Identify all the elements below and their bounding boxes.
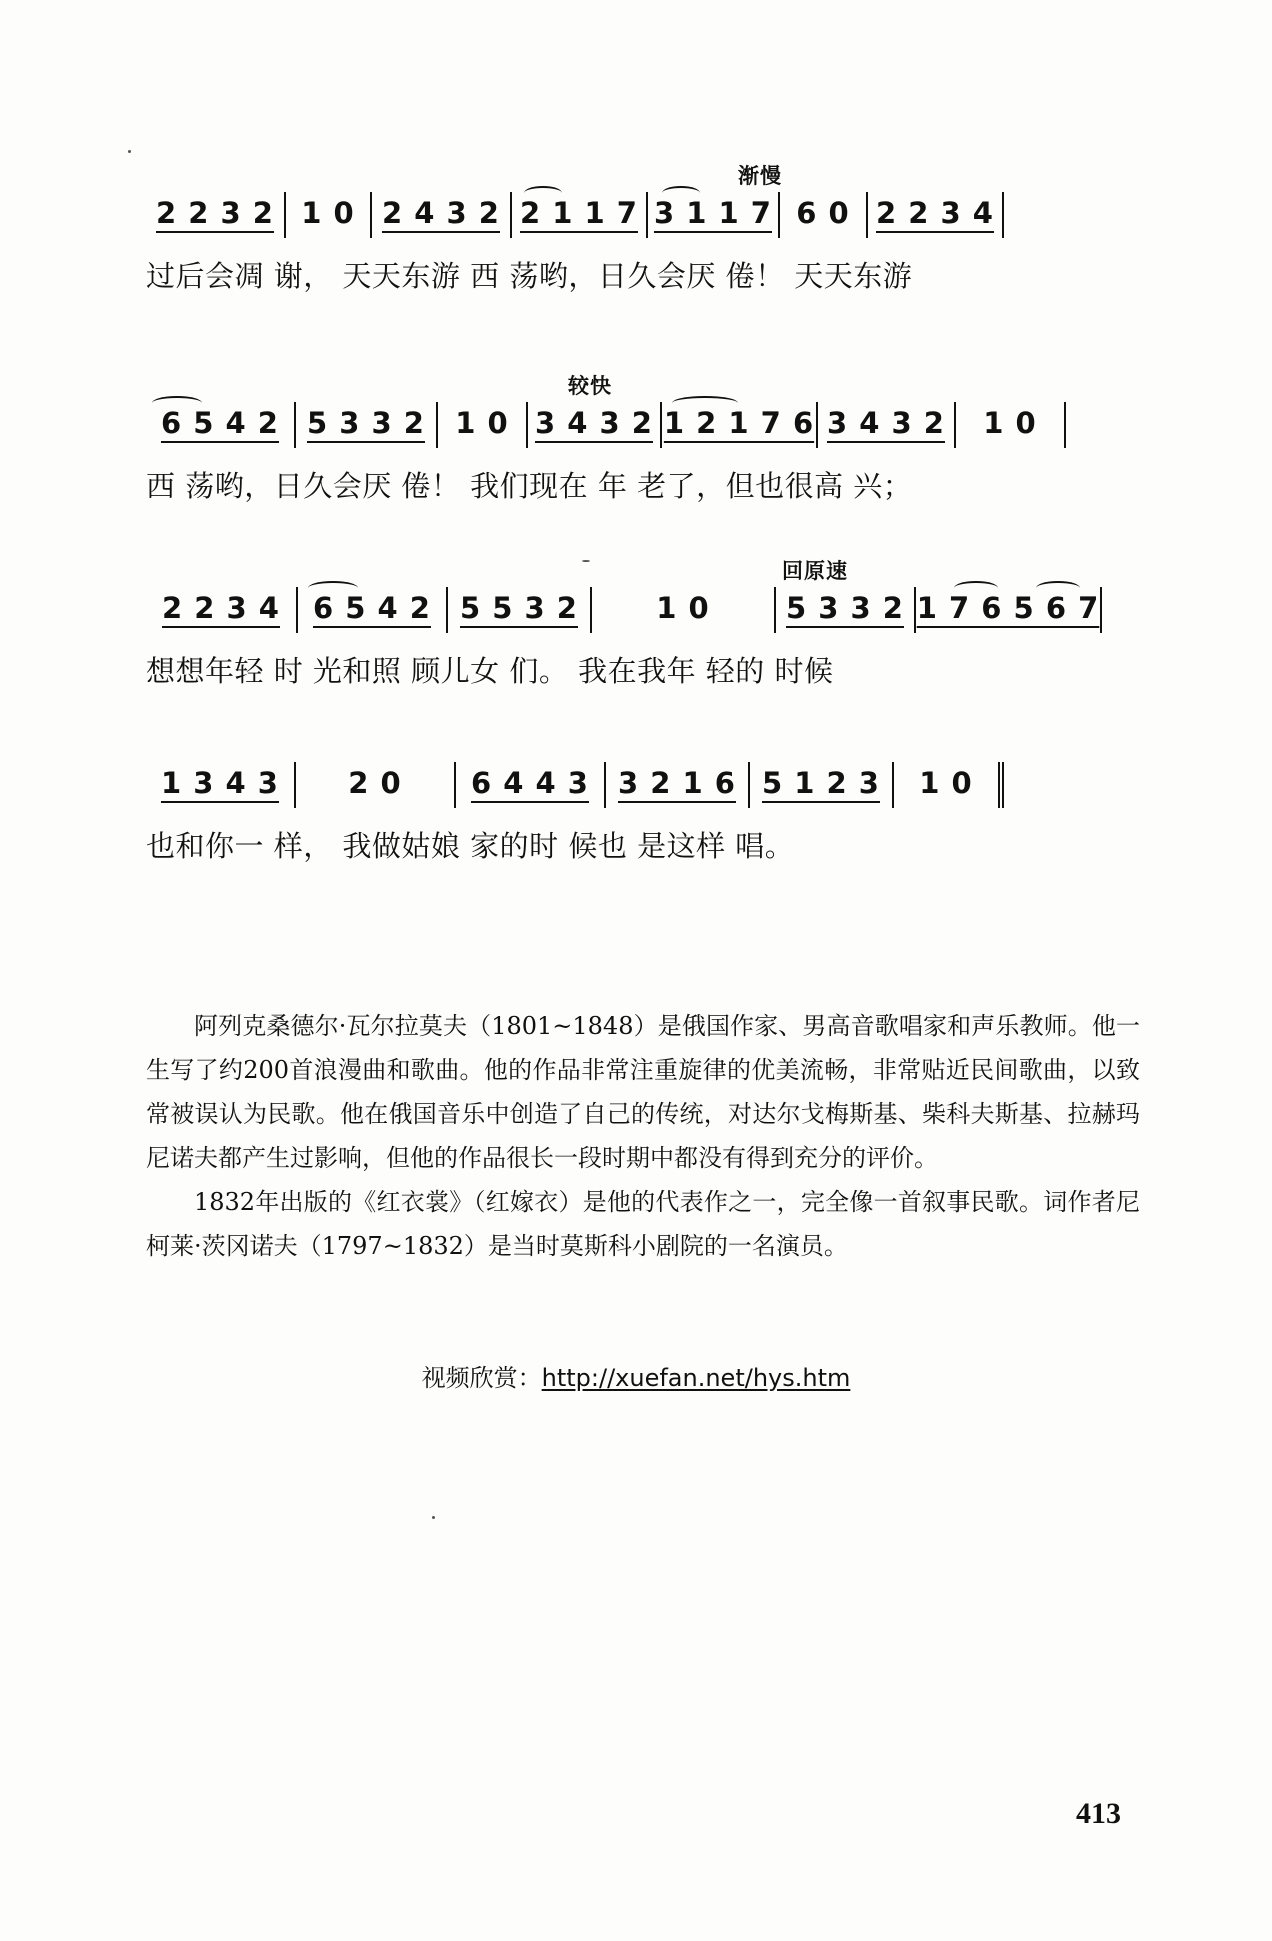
video-url-link[interactable]: http://xuefan.net/hys.htm [541, 1364, 851, 1392]
notation-row [146, 587, 1140, 637]
slur [954, 581, 998, 595]
slur [152, 396, 202, 410]
slur [672, 396, 738, 410]
measure: 1 0 [894, 762, 1004, 808]
slur [1036, 581, 1080, 595]
scan-speck [432, 1516, 435, 1519]
measure: 1 7 6 5 6 7 [916, 587, 1102, 633]
measure: 1 2 1 7 6 [662, 402, 818, 448]
page-number: 413 [1076, 1797, 1121, 1830]
notation-row [146, 192, 1140, 242]
measure: 5 3 3 2 [296, 402, 438, 448]
video-label: 视频欣赏： [421, 1364, 542, 1392]
measure: 2 0 [296, 762, 456, 808]
measure: 2 2 3 4 [146, 587, 298, 633]
slur [662, 186, 700, 200]
paragraph: 阿列克桑德尔·瓦尔拉莫夫（1801~1848）是俄国作家、男高音歌唱家和声乐教师。他一生写了约200首浪漫曲和歌曲。他的作品非常注重旋律的优美流畅，非常贴近民间歌曲，以致常被误认为民歌。他在俄国音乐中创造了自己的传统，对达尔戈梅斯基、柴科夫斯基、拉赫玛尼诺夫都产生过影响，但他的作品很长一段时期中都没有得到充分的评价。 [146, 1012, 1140, 1172]
score-system-4 [146, 730, 1140, 863]
measure: 5 5 3 2 [448, 587, 592, 633]
score-system-3 [146, 555, 1140, 688]
notation-row [146, 762, 1140, 812]
measure: 6 5 4 2 [146, 402, 296, 448]
measure: 2 4 3 2 [372, 192, 512, 238]
measure: 5 3 3 2 [776, 587, 916, 633]
slur [308, 581, 358, 595]
video-link-line [0, 1358, 1272, 1393]
lyrics-line: 也和你一 样， 我做姑娘 家的时 候也 是这样 唱。 [146, 829, 795, 863]
measure: 6 4 4 3 [456, 762, 606, 808]
measure: 6 0 [780, 192, 868, 238]
lyrics-line: 西 荡哟，日久会厌 倦！ 我们现在 年 老了，但也很高 兴； [146, 469, 913, 503]
scan-speck [128, 150, 131, 153]
lyrics-line: 过后会凋 谢， 天天东游 西 荡哟，日久会厌 倦！ 天天东游 [146, 259, 913, 293]
measure: 1 3 4 3 [146, 762, 296, 808]
measure: 2 2 3 4 [868, 192, 1004, 238]
measure: 1 0 [438, 402, 528, 448]
measure: 1 0 [286, 192, 372, 238]
tempo-marking: 较快 [568, 374, 612, 398]
measure: 3 1 1 7 [648, 192, 780, 238]
measure: 3 2 1 6 [606, 762, 750, 808]
tempo-marking: 回原速 [782, 559, 848, 583]
measure: 1 0 [956, 402, 1066, 448]
notation-row [146, 402, 1140, 452]
measure: 3 4 3 2 [528, 402, 662, 448]
paragraph: 1832年出版的《红衣裳》（红嫁衣）是他的代表作之一，完全像一首叙事民歌。词作者尼柯莱·茨冈诺夫（1797~1832）是当时莫斯科小剧院的一名演员。 [146, 1188, 1140, 1260]
tempo-marking: 渐慢 [738, 164, 782, 188]
lyrics-line: 想想年轻 时 光和照 顾儿女 们。 我在我年 轻的 时候 [146, 654, 834, 688]
score-system-2 [146, 370, 1140, 503]
slur [524, 186, 562, 200]
measure: 6 5 4 2 [298, 587, 448, 633]
measure: 2 1 1 7 [512, 192, 648, 238]
measure: 2 2 3 2 [146, 192, 286, 238]
score-system-1 [146, 160, 1140, 293]
measure: 5 1 2 3 [750, 762, 894, 808]
song-notes [146, 1004, 1140, 1268]
scan-speck [582, 560, 590, 562]
measure: 3 4 3 2 [818, 402, 956, 448]
measure: 1 0 [592, 587, 776, 633]
